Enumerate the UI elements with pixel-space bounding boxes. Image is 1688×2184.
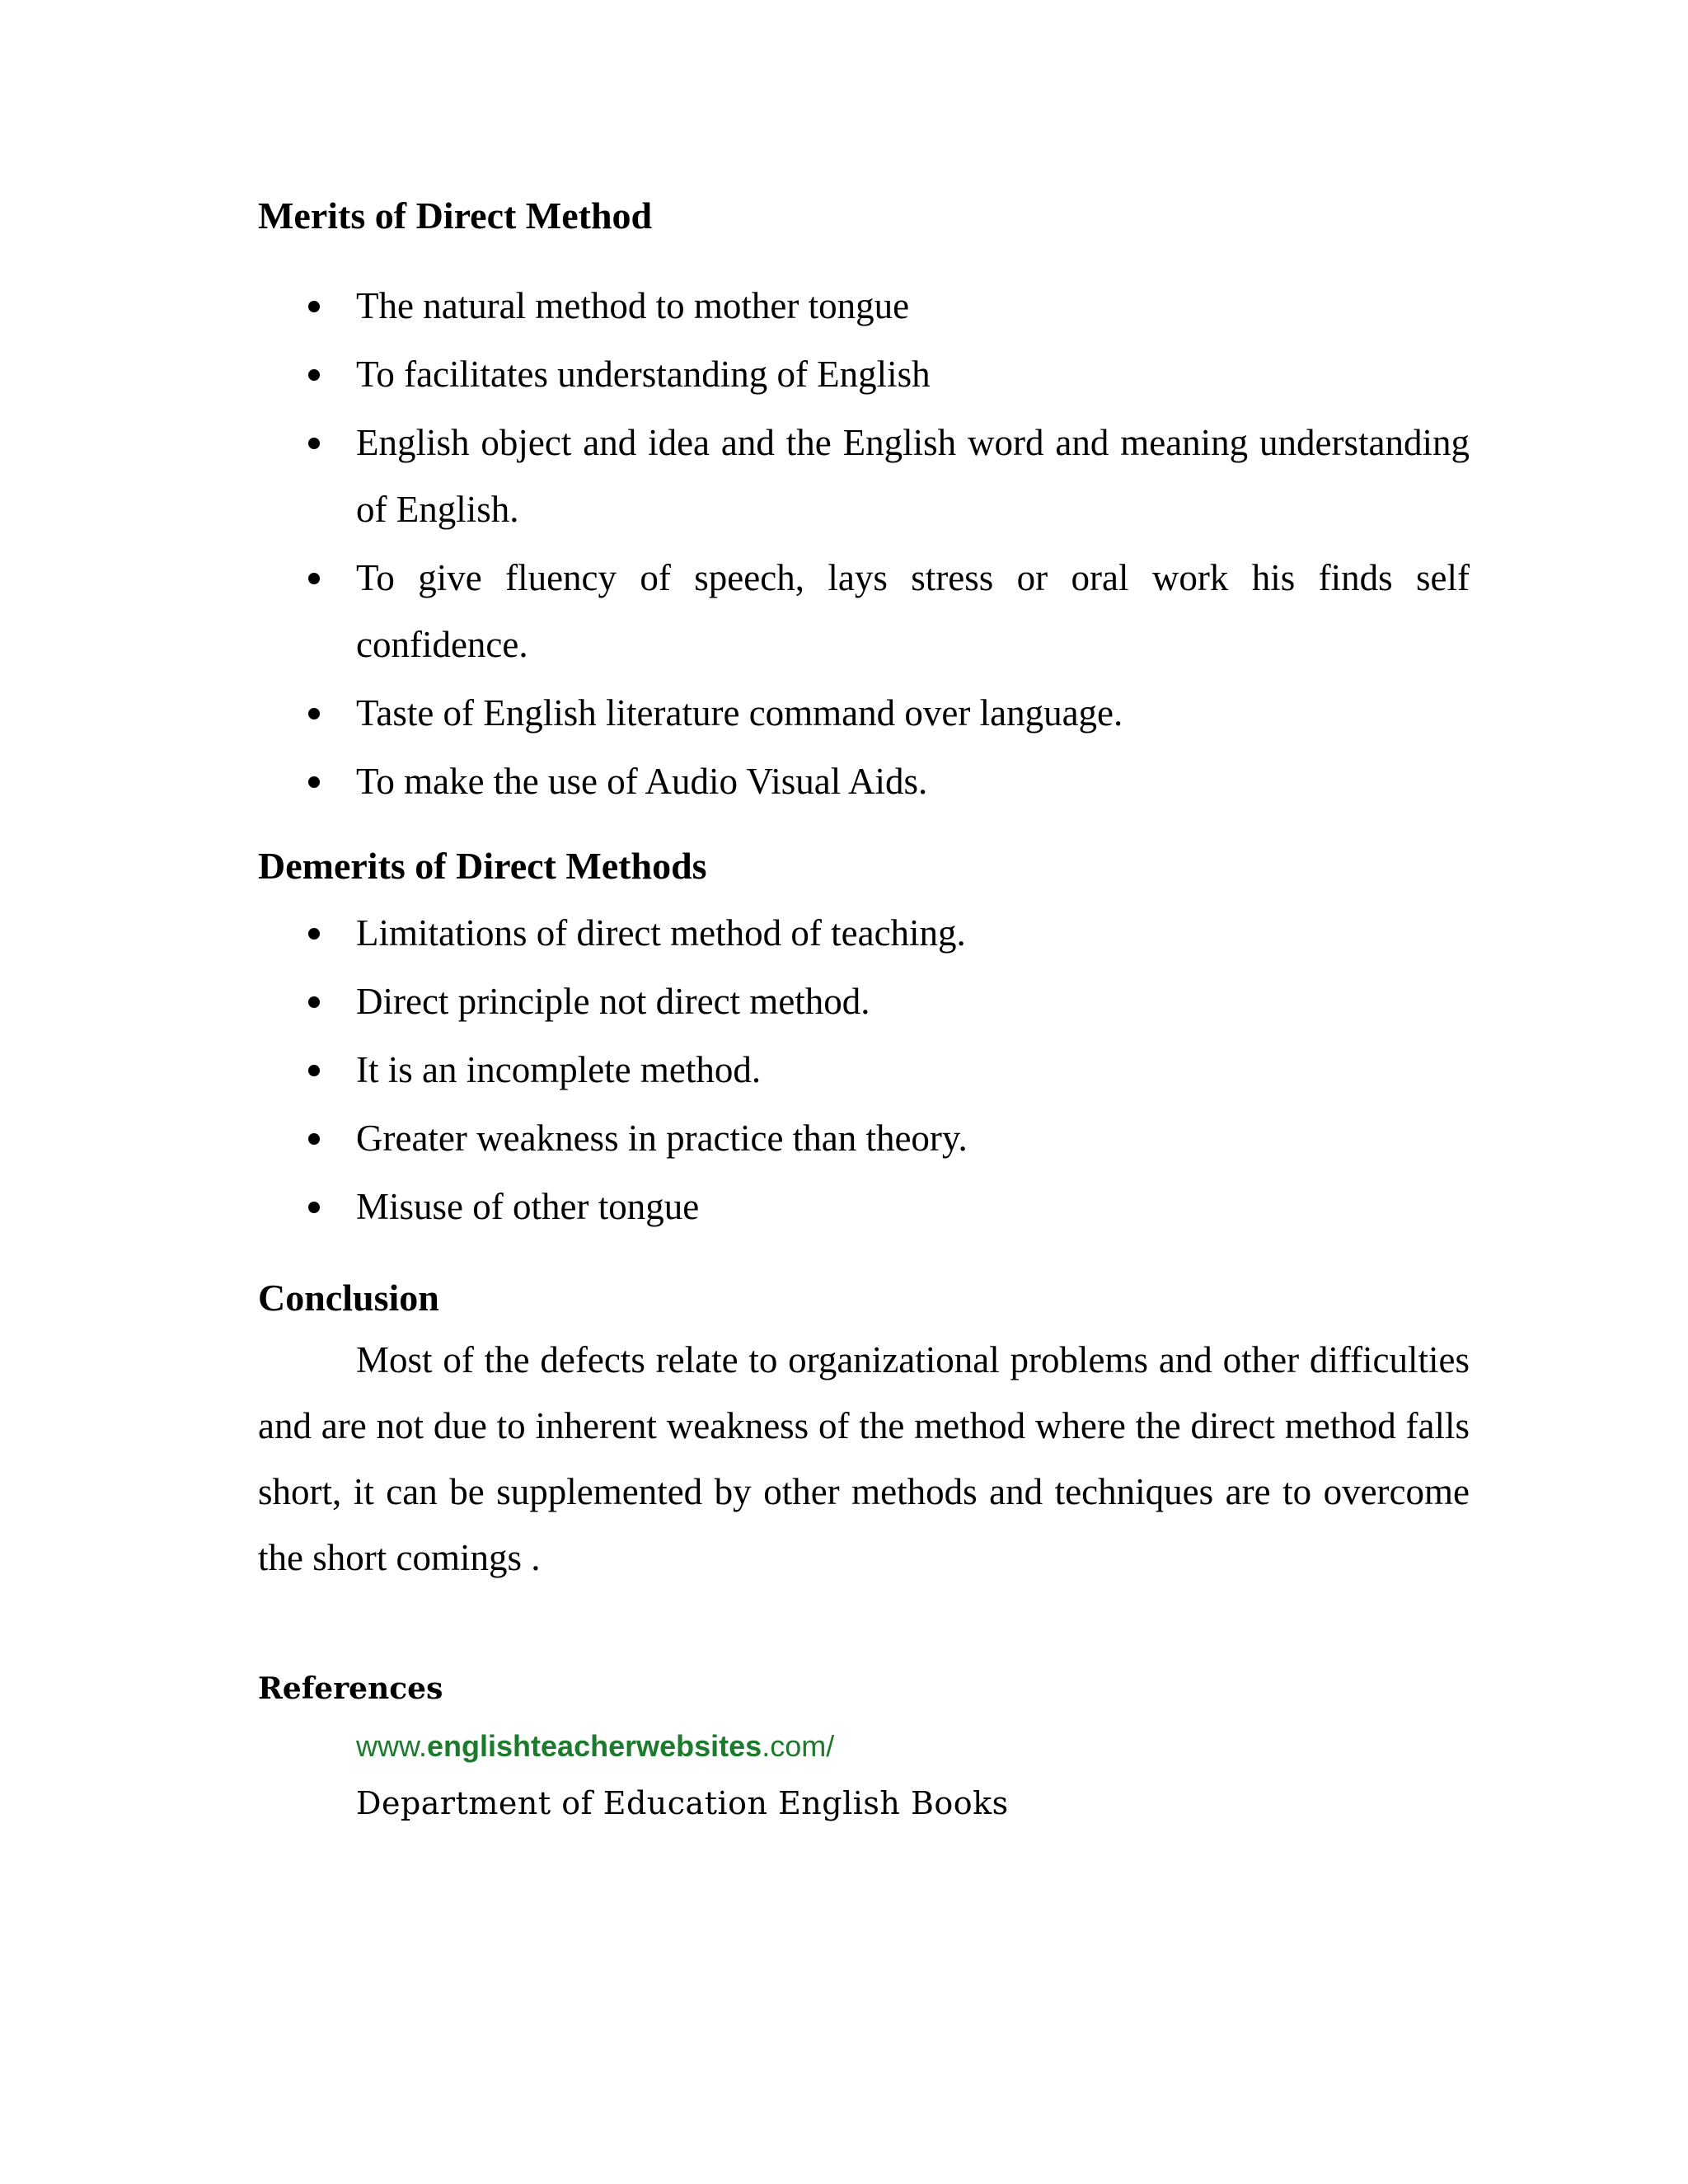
demerits-list	[258, 900, 1470, 1242]
list-item	[258, 545, 1470, 678]
references-heading: References	[258, 1671, 443, 1706]
bullet-icon	[308, 369, 320, 381]
list-item	[258, 341, 1470, 408]
list-item	[258, 968, 1470, 1035]
bullet-icon	[308, 776, 320, 788]
bullet-icon	[308, 1133, 320, 1145]
list-item-text: Taste of English literature command over language.	[356, 692, 1123, 733]
list-item	[258, 410, 1470, 543]
list-item-text: The natural method to mother tongue	[356, 285, 910, 326]
list-item-text: Greater weakness in practice than theory.	[356, 1118, 968, 1159]
list-item	[258, 1174, 1470, 1240]
demerits-heading: Demerits of Direct Methods	[258, 845, 707, 887]
bullet-icon	[308, 1065, 320, 1076]
reference-book: Department of Education English Books	[356, 1785, 1009, 1821]
list-item	[258, 680, 1470, 747]
bullet-icon	[308, 928, 320, 940]
merits-heading: Merits of Direct Method	[258, 194, 653, 237]
list-item-text: To facilitates understanding of English	[356, 354, 931, 395]
bullet-icon	[308, 1202, 320, 1213]
list-item-text: Direct principle not direct method.	[356, 981, 870, 1022]
list-item	[258, 273, 1470, 340]
bullet-icon	[308, 301, 320, 312]
list-item-text: Limitations of direct method of teaching.	[356, 912, 966, 954]
list-item-text: English object and idea and the English word and meaning understanding of English.	[356, 422, 1470, 530]
reference-link-domain: englishteacherwebsites	[427, 1729, 762, 1763]
list-item	[258, 900, 1470, 967]
bullet-icon	[308, 573, 320, 584]
reference-link[interactable]	[356, 1727, 834, 1765]
merits-list	[258, 273, 1470, 817]
reference-link-suffix: .com/	[762, 1729, 835, 1763]
conclusion-heading: Conclusion	[258, 1277, 439, 1319]
list-item-text: It is an incomplete method.	[356, 1049, 762, 1090]
list-item	[258, 748, 1470, 815]
bullet-icon	[308, 708, 320, 719]
list-item	[258, 1037, 1470, 1104]
list-item-text: To make the use of Audio Visual Aids.	[356, 761, 928, 802]
bullet-icon	[308, 438, 320, 449]
list-item-text: Misuse of other tongue	[356, 1186, 700, 1227]
list-item-text: To give fluency of speech, lays stress or oral work his finds self confidence.	[356, 557, 1470, 665]
bullet-icon	[308, 996, 320, 1008]
list-item	[258, 1105, 1470, 1172]
conclusion-paragraph: Most of the defects relate to organizational problems and other difficulties and are not due to inherent weakness of the method where the direct method falls short, it can be supplemented by other methods and techniques are to overcome the short comings .	[258, 1339, 1470, 1578]
reference-link-prefix: www.	[356, 1729, 428, 1763]
